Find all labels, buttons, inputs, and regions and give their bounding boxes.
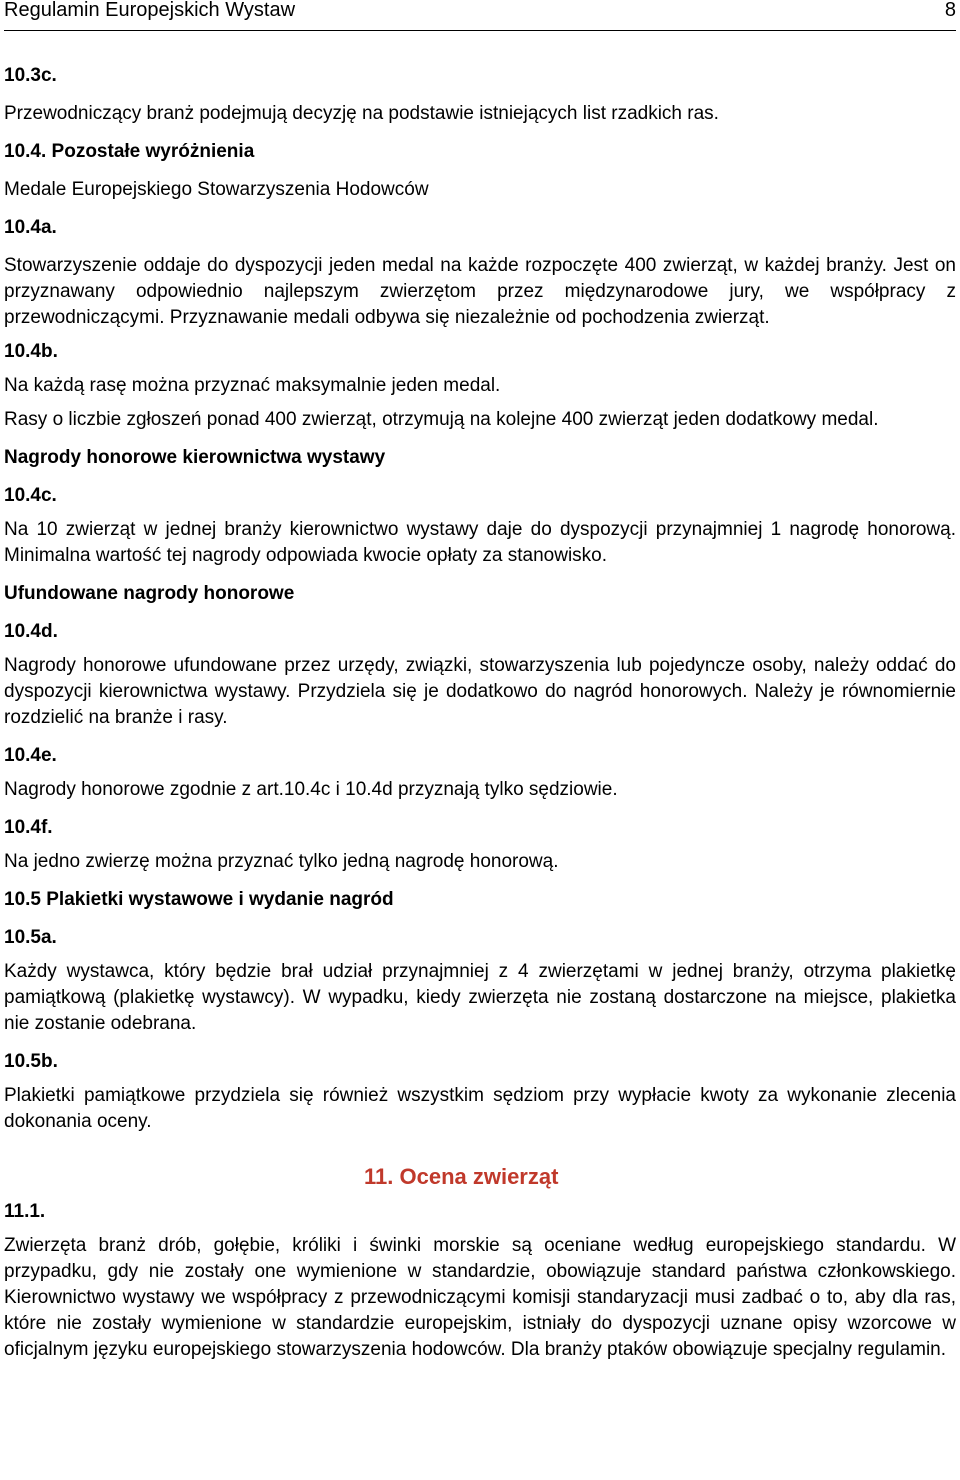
document-page	[4, 0, 956, 1363]
section-number-10-5b: 10.5b.	[4, 1051, 58, 1072]
paragraph-10-4c: Na 10 zwierząt w jednej branży kierownictwo wystawy daje do dyspozycji przynajmniej 1 nagrodę honorową. Minimalna wartość tej nagrody odpowiada kwocie opłaty za stanowisko.	[4, 519, 956, 566]
section-number-10-4c: 10.4c.	[4, 485, 57, 506]
section-number-10-4b: 10.4b.	[4, 341, 58, 362]
section-heading-10-4: 10.4. Pozostałe wyróżnienia	[4, 141, 255, 162]
section-number-10-4f: 10.4f.	[4, 817, 53, 838]
paragraph-10-4d: Nagrody honorowe ufundowane przez urzędy, związki, stowarzyszenia lub pojedyncze osoby, należy oddać do dyspozycji kierownictwa wystawy. Przydziela się je dodatkowo do nagród honorowych. Należy je równomiernie rozdzielić na branże i rasy.	[4, 655, 956, 728]
heading-honorary-awards-management: Nagrody honorowe kierownictwa wystawy	[4, 447, 386, 468]
subheading-medals: Medale Europejskiego Stowarzyszenia Hodowców	[4, 179, 429, 200]
document-body	[4, 63, 956, 1363]
page-number: 8	[944, 0, 956, 21]
section-number-10-4d: 10.4d.	[4, 621, 58, 642]
paragraph-10-4b-2: Rasy o liczbie zgłoszeń ponad 400 zwierząt, otrzymują na kolejne 400 zwierząt jeden dodatkowy medal.	[4, 409, 879, 430]
paragraph-10-5a: Każdy wystawca, który będzie brał udział przynajmniej z 4 zwierzętami w jednej branży, otrzyma plakietkę pamiątkową (plakietkę wystawcy). W wypadku, kiedy zwierzęta nie zostaną dostarczone na miejsce, plakietka nie zostanie odebrana.	[4, 961, 956, 1034]
paragraph-10-4f: Na jedno zwierzę można przyznać tylko jedną nagrodę honorową.	[4, 851, 559, 872]
section-number-10-5a: 10.5a.	[4, 927, 57, 948]
document-title: Regulamin Europejskich Wystaw	[4, 0, 296, 21]
section-number-10-4a: 10.4a.	[4, 217, 57, 238]
page-header	[4, 0, 956, 31]
paragraph-10-4b-1: Na każdą rasę można przyznać maksymalnie jeden medal.	[4, 375, 501, 396]
section-number-11-1: 11.1.	[4, 1201, 46, 1222]
section-number-10-3c: 10.3c.	[4, 65, 57, 86]
paragraph-10-3c: Przewodniczący branż podejmują decyzję na podstawie istniejących list rzadkich ras.	[4, 103, 719, 124]
paragraph-10-4a: Stowarzyszenie oddaje do dyspozycji jeden medal na każde rozpoczęte 400 zwierząt, w każdej branży. Jest on przyznawany odpowiednio najlepszym zwierzętom przez międzynarodowe jury, we współpracy z przewodniczącymi. Przyznawanie medali odbywa się niezależnie od pochodzenia zwierząt.	[4, 255, 956, 328]
paragraph-11-1: Zwierzęta branż drób, gołębie, króliki i świnki morskie są oceniane według europejskiego standardu. W przypadku, gdy nie zostały one wymienione w standardzie, obowiązuje standard państwa członkowskiego. Kierownictwo wystawy we współpracy z przewodniczącymi komisji standaryzacji musi zadbać o to, aby dla ras, które nie zostały wymienione w standardzie europejskim, istniały do dyspozycji uznane opisy wzorcowe w oficjalnym języku europejskiego stowarzyszenia hodowców. Dla branży ptaków obowiązuje specjalny regulamin.	[4, 1235, 956, 1360]
section-number-10-4e: 10.4e.	[4, 745, 57, 766]
chapter-heading-11: 11. Ocena zwierząt	[364, 1164, 559, 1189]
paragraph-10-5b: Plakietki pamiątkowe przydziela się również wszystkim sędziom przy wypłacie kwoty za wykonanie zlecenia dokonania oceny.	[4, 1085, 956, 1132]
section-heading-10-5: 10.5 Plakietki wystawowe i wydanie nagród	[4, 889, 394, 910]
paragraph-10-4e: Nagrody honorowe zgodnie z art.10.4c i 10.4d przyznają tylko sędziowie.	[4, 779, 618, 800]
heading-funded-honorary-awards: Ufundowane nagrody honorowe	[4, 583, 295, 604]
